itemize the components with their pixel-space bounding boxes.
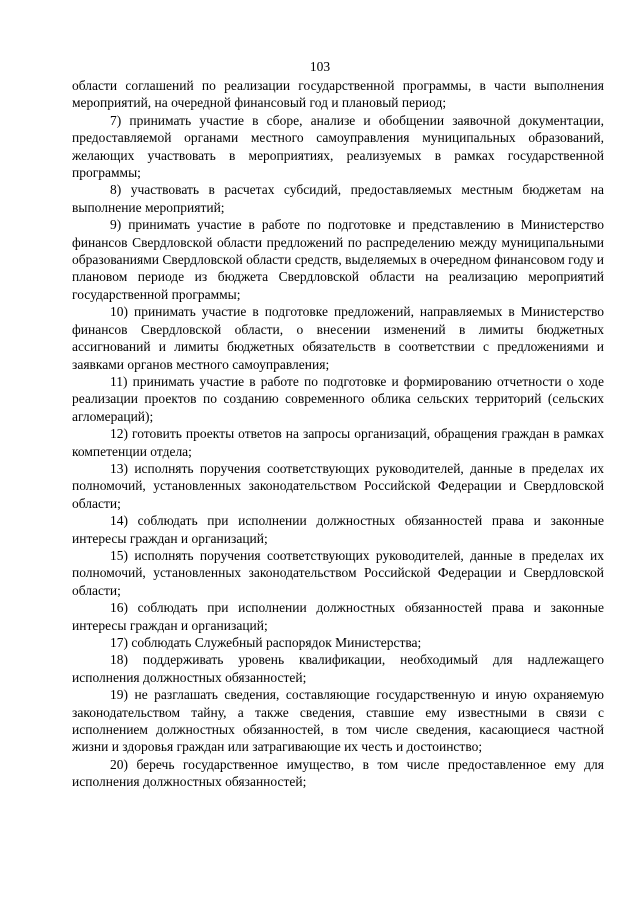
duty-item-9: 9) принимать участие в работе по подготовке и представлению в Министерство финансов Свердловской области предложений по распределению между муниципальными образованиями Свердловской области средств, выделяемых в очередном финансовом году и плановом периоде из бюджета Свердловской области на реализацию мероприятий государственной программы;	[72, 217, 604, 302]
page-number: 103	[309, 59, 331, 74]
duty-item-18: 18) поддерживать уровень квалификации, необходимый для надлежащего исполнения должностных обязанностей;	[72, 652, 604, 685]
duty-item-11: 11) принимать участие в работе по подготовке и формированию отчетности о ходе реализации проектов по созданию современного облика сельских территорий (сельских агломераций);	[72, 373, 604, 424]
paragraph-continuation: области соглашений по реализации государственной программы, в части выполнения мероприятий, на очередной финансовый год и плановый период;	[72, 78, 604, 111]
duty-item-16: 16) соблюдать при исполнении должностных обязанностей права и законные интересы граждан и организаций;	[72, 600, 604, 633]
duty-item-8: 8) участвовать в расчетах субсидий, предоставляемых местным бюджетам на выполнение мероприятий;	[72, 182, 604, 215]
duty-item-17: 17) соблюдать Служебный распорядок Министерства;	[110, 635, 422, 650]
duty-item-14: 14) соблюдать при исполнении должностных обязанностей права и законные интересы граждан и организаций;	[72, 513, 604, 546]
duty-item-7: 7) принимать участие в сборе, анализе и обобщении заявочной документации, предоставляемой органами местного самоуправления муниципальных образований, желающих участвовать в мероприятиях, реализуемых в рамках государственной программы;	[72, 112, 604, 181]
duty-item-13: 13) исполнять поручения соответствующих руководителей, данные в пределах их полномочий, установленных законодательством Российской Федерации и Свердловской области;	[72, 460, 604, 511]
duty-item-20: 20) беречь государственное имущество, в том числе предоставленное ему для исполнения должностных обязанностей;	[72, 756, 604, 790]
duty-item-10: 10) принимать участие в подготовке предложений, направляемых в Министерство финансов Свердловской области, о внесении изменений в лимиты бюджетных ассигнований и лимиты бюджетных обязательств в соответствии с предложениями и заявками органов местного самоуправления;	[72, 304, 604, 372]
duty-item-15: 15) исполнять поручения соответствующих руководителей, данные в пределах их полномочий, установленных законодательством Российской Федерации и Свердловской области;	[72, 547, 604, 598]
document-body	[72, 77, 604, 791]
duty-item-12: 12) готовить проекты ответов на запросы организаций, обращения граждан в рамках компетенции отдела;	[72, 426, 604, 459]
duty-item-19: 19) не разглашать сведения, составляющие государственную и иную охраняемую законодательством тайну, а также сведения, ставшие ему известными в связи с исполнением должностных обязанностей, в том числе сведения, касающиеся частной жизни и здоровья граждан или затрагивающие их честь и достоинство;	[72, 687, 604, 755]
